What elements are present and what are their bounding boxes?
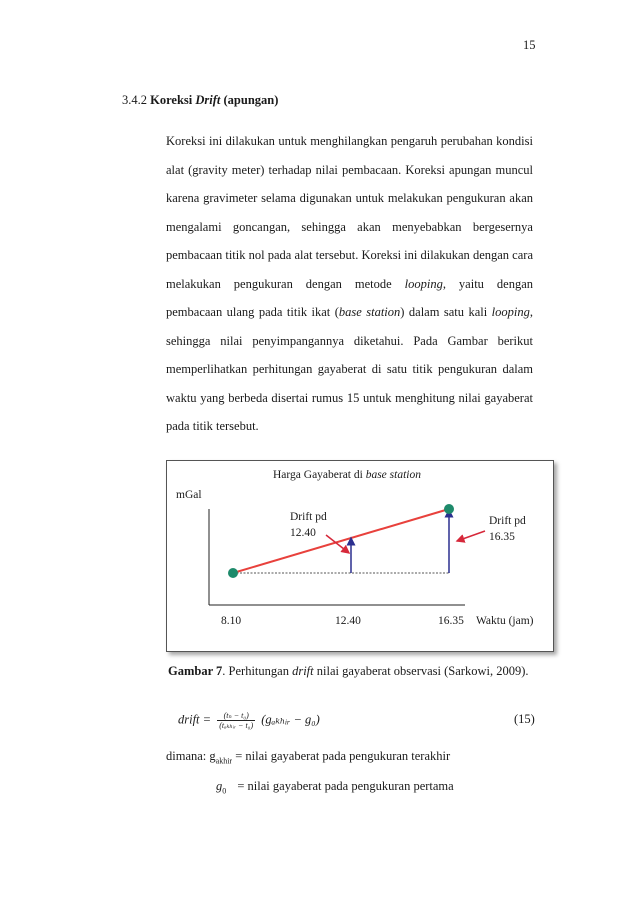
section-number: 3.4.2 — [122, 93, 147, 107]
caption-text-b: nilai gayaberat observasi (Sarkowi, 2009). — [316, 664, 529, 678]
figure-caption — [168, 664, 529, 679]
annotation-1-line1: Drift pd — [290, 511, 327, 523]
definition-line-1 — [166, 749, 450, 766]
para-italic-3: looping — [491, 305, 530, 319]
annotation-pointer-2 — [457, 531, 485, 541]
definition-line-2 — [216, 779, 454, 796]
equation-denominator: (tₐₖₕᵢᵣ − t₀) — [219, 721, 254, 730]
para-text-2: , yaitu dengan pembacaan ulang pada titik ikat ( — [166, 276, 533, 319]
para-italic-2: base station — [338, 305, 401, 319]
where-def-2: = nilai gayaberat pada pengukuran pertama — [237, 779, 454, 793]
annotation-2-line2: 16.35 — [489, 531, 515, 543]
where-sub-1: akhir — [215, 756, 233, 766]
equation-fraction — [217, 711, 255, 730]
section-title-a: Koreksi — [150, 93, 193, 107]
x-tick-label: 16.35 — [438, 615, 464, 627]
figure-title-a: Harga Gayaberat di — [273, 469, 363, 481]
equation-rhs: (gₐₖₕᵢᵣ − g₀) — [261, 712, 320, 727]
point-start — [228, 568, 238, 578]
drift-figure — [166, 460, 554, 652]
x-axis-label: Waktu (jam) — [476, 615, 534, 627]
annotation-1-line2: 12.40 — [290, 527, 316, 539]
figure-title-italic: base station — [365, 469, 421, 481]
y-axis-label: mGal — [176, 489, 202, 501]
para-italic-1: looping — [404, 276, 443, 291]
where-intro: dimana: g — [166, 749, 216, 763]
equation-number: (15) — [514, 712, 535, 726]
equation-lhs: drift = — [178, 712, 212, 727]
where-symbol-2: g — [216, 779, 223, 793]
para-text-3: ) dalam satu kali — [400, 305, 492, 319]
page-number: 15 — [523, 38, 536, 52]
body-paragraph — [166, 127, 533, 441]
section-heading — [122, 93, 278, 108]
x-tick-label: 12.40 — [335, 615, 361, 627]
section-title-italic: Drift — [195, 93, 221, 107]
para-text-4: , sehingga nilai penyimpangannya diketahui. Pada Gambar berikut memperlihatkan perhitungan gayaberat di satu titik pengukuran dalam waktu yang berbeda disertai rumus 15 untuk menghitung nilai gayaberat pada titik tersebut. — [166, 305, 533, 433]
caption-italic: drift — [292, 664, 314, 678]
equation-numerator: (tₙ − t₀) — [217, 711, 255, 721]
where-def-1: = nilai gayaberat pada pengukuran terakhir — [232, 749, 451, 763]
where-sub-2: 0 — [222, 786, 227, 796]
trend-line — [233, 509, 449, 573]
annotation-2-line1: Drift pd — [489, 515, 526, 527]
point-end — [444, 504, 454, 514]
caption-label: Gambar 7 — [168, 664, 223, 678]
caption-text-a: . Perhitungan — [222, 664, 289, 678]
x-tick-label: 8.10 — [221, 615, 242, 627]
equation-drift — [178, 711, 320, 730]
section-title-b: (apungan) — [223, 93, 279, 107]
para-text-1: Koreksi ini dilakukan untuk menghilangkan pengaruh perubahan kondisi alat (gravity meter) terhadap nilai pembacaan. Koreksi apungan muncul karena gravimeter selama digunakan untuk melakukan pengukuran akan mengalami goncangan, sehingga akan menyebabkan bergesernya pembacaan titik nol pada alat tersebut. Koreksi ini dilakukan dengan cara melakukan pengukuran dengan metode — [166, 134, 533, 291]
